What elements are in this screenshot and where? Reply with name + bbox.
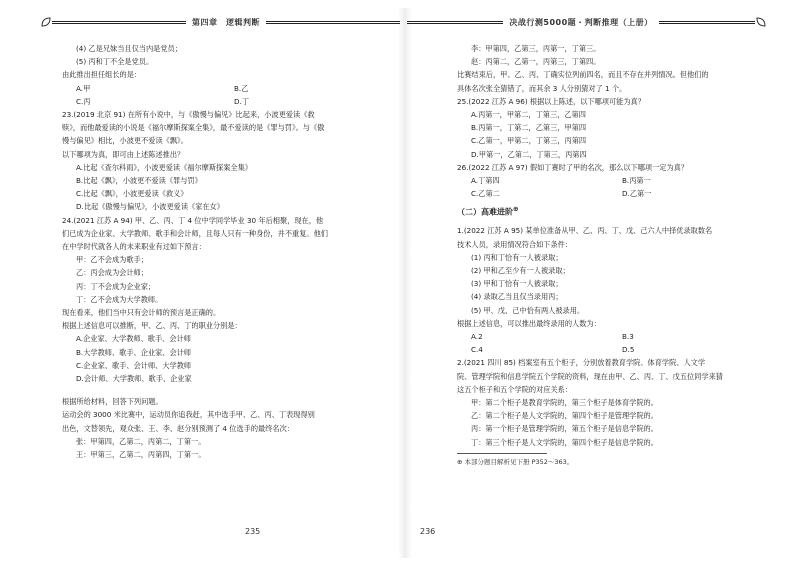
option-text: A.丁第四	[471, 176, 500, 186]
text-line: A.比起《查尔科雨》，小波更爱读《福尔摩斯探案全集》	[76, 162, 252, 172]
text-line: (3) 甲和丁恰有一人被录取；	[471, 279, 563, 289]
page-number-right: 236	[420, 527, 436, 536]
text-line: B.大学教师、歌手、企业家、会计师	[76, 347, 192, 357]
text-line: (5) 丙和丁不全是党员。	[76, 57, 154, 67]
header-left	[40, 14, 400, 30]
text-line: B.丙第一，丁第二，乙第三，甲第四	[471, 123, 587, 133]
text-line: 院、管理学院和信息学院五个学院的资料，现在由甲、乙、丙、丁、戊五位同学来猜	[457, 371, 723, 381]
text-line: 1.(2022 江苏 A 95) 某单位准备从甲、乙、丙、丁、戊、己六人中择优录取数名	[457, 226, 713, 236]
option-text: A.甲	[76, 83, 91, 93]
text-line: 23.(2019 北京 91) 在所有小说中，与《傲慢与偏见》比起来，小波更爱读《救	[62, 110, 315, 120]
book-gutter	[398, 8, 412, 558]
text-line: 具体名次张全猜错了，而其余 3 人分别猜对了 1 个。	[457, 83, 627, 93]
footnote: ⊕ 本部分题目解析见下册 P352～363。	[457, 457, 574, 466]
text-line: A.企业家、大学教师、歌手、会计师	[76, 334, 191, 344]
option-text: C.4	[471, 345, 483, 355]
option-row	[457, 174, 773, 187]
option-text: D.乙第一	[622, 189, 652, 199]
text-line: 王：甲第三，乙第二，丙第四，丁第一。	[76, 450, 206, 460]
option-text: D.5	[622, 345, 635, 355]
text-line: 乙：丙会成为会计师；	[76, 268, 148, 278]
text-line: 丁：乙不会成为大学教师。	[76, 294, 163, 304]
text-line: 26.(2022 江苏 A 97) 假如丁赛时了甲的名次，那么以下哪项一定为真？	[457, 162, 689, 172]
blank-line	[62, 385, 392, 395]
option-text: C.乙第二	[471, 189, 500, 199]
text-line: 丙：丁不会成为企业家；	[76, 281, 156, 291]
text-line: C.乙第一，甲第二，丁第三，丙第四	[471, 136, 587, 146]
left-page	[62, 42, 392, 461]
option-text: B.乙	[234, 83, 249, 93]
option-text: C.丙	[76, 96, 91, 106]
text-line: D.会计师、大学教师、歌手、企业家	[76, 374, 192, 384]
option-row	[457, 330, 773, 343]
text-line: 根据上述信息，可以推出最终录用的人数为：	[457, 318, 601, 328]
text-line: 丙：第一个柜子是管理学院的，第五个柜子是信息学院的。	[471, 424, 658, 434]
option-text: B.丙第一	[622, 176, 651, 186]
text-line: 技术人员，录用情况符合如下条件：	[457, 239, 573, 249]
text-line: 运动会的 3000 米比赛中，运动员你追我赶，其中选手甲、乙、丙、丁表现得别	[62, 410, 315, 420]
text-line: 们已成为企业家、大学教师、歌手和会计师，且每人只有一种身份，并不重复。他们	[62, 228, 328, 238]
text-line: 赎》，而他最爱读的小说是《福尔摩斯探案全集》，最不爱读的是《罪与罚》。与《傲	[62, 123, 325, 133]
text-line: D.比起《傲慢与偏见》，小波更爱读《家在女》	[76, 202, 224, 212]
section-heading: （二）高难进阶⊕	[457, 205, 519, 218]
text-line: (1) 丙和丁恰有一人被录取；	[471, 252, 563, 262]
book-title: 决战行测5000题・判断推理（上册）	[509, 17, 653, 27]
text-line: (5) 甲、戊、己中恰有两人被录用。	[471, 305, 585, 315]
text-line: 根据所给材料，回答下列问题。	[62, 397, 163, 407]
text-line: 出色，文替领先，观众张、王、李、赵分别预测了 4 位选手的最终名次：	[62, 423, 294, 433]
text-line: D.甲第一，乙第二，丁第三，丙第四	[471, 149, 587, 159]
text-line: 在中学时代就各人的未来职业有过如下预言：	[62, 242, 206, 252]
option-row	[457, 343, 773, 356]
text-line: 张：甲第四，乙第二，丙第二，丁第一。	[76, 436, 206, 446]
option-row	[62, 95, 392, 108]
left-page-body	[62, 42, 392, 461]
text-line: 24.(2021 江苏 A 94) 甲、乙、丙、丁 4 位中学同学毕业 30 年后相聚，现在，他	[62, 215, 324, 225]
text-line: A.丙第一，甲第二，丁第三，乙第四	[471, 110, 586, 120]
text-line: 赵：丙第二，乙第一，丙第三，丁第四。	[471, 57, 601, 67]
chapter-title: 第四章 逻辑判断	[192, 17, 260, 27]
text-line: 丁：第三个柜子是人文学院的，第四个柜子是信息学院的。	[471, 437, 658, 447]
text-line: 以下哪项为真，即可由上述陈述推出？	[62, 149, 185, 159]
right-page	[457, 42, 773, 469]
text-line: 由此推出担任组长的是：	[62, 70, 142, 80]
text-line: 25.(2022 江苏 A 96) 根据以上陈述，以下哪项可能为真？	[457, 96, 645, 106]
page-number-left: 235	[245, 527, 261, 536]
option-text: D.丁	[234, 96, 250, 106]
text-line: 甲：第二个柜子是教育学院的，第三个柜子是体育学院的。	[471, 397, 658, 407]
text-line: 2.(2021 四川 85) 档案室有五个柜子，分别放着教育学院、体育学院、人文学	[457, 358, 706, 368]
text-line: 比赛结束后，甲、乙、丙、丁确实位列前四名，而且不存在并列情况。但他们的	[457, 70, 709, 80]
text-line: 这五个柜子和五个学院的对应关系：	[457, 384, 573, 394]
text-line: C.企业家、歌手、会计师、大学教师	[76, 360, 192, 370]
text-line: 现在看来，他们当中只有会计师的预言是正确的。	[62, 308, 221, 318]
leaf-ornament-icon	[755, 16, 767, 28]
option-row	[62, 82, 392, 95]
text-line: 慢与偏见》相比，小波更不爱读《飘》。	[62, 136, 188, 146]
option-text: B.3	[622, 331, 634, 341]
leaf-ornament-icon	[40, 16, 52, 28]
text-line: 乙：第二个柜子是人文学院的，第四个柜子是管理学院的。	[471, 411, 658, 421]
text-line: (4) 录取乙当且仅当录用丙；	[471, 292, 563, 302]
text-line: 根据上述信息可以推断，甲、乙、丙、丁的职业分别是：	[62, 321, 242, 331]
text-line: B.比起《飘》，小波更不爱读《罪与罚》	[76, 176, 202, 186]
text-line: 甲：乙不会成为歌手；	[76, 255, 148, 265]
right-page-body	[457, 224, 773, 448]
text-line: (4) 乙是兄妹当且仅当内是党员；	[76, 44, 182, 53]
right-page-top	[457, 42, 773, 200]
text-line: 李：甲第四，乙第三，丙第一，丁第三。	[471, 44, 601, 53]
text-line: C.比起《飘》，小波更爱读《救义》	[76, 189, 188, 199]
text-line: (2) 甲和乙至少有一人被录取；	[471, 265, 570, 275]
header-right	[407, 14, 767, 30]
option-text: A.2	[471, 331, 483, 341]
option-row	[457, 187, 773, 200]
